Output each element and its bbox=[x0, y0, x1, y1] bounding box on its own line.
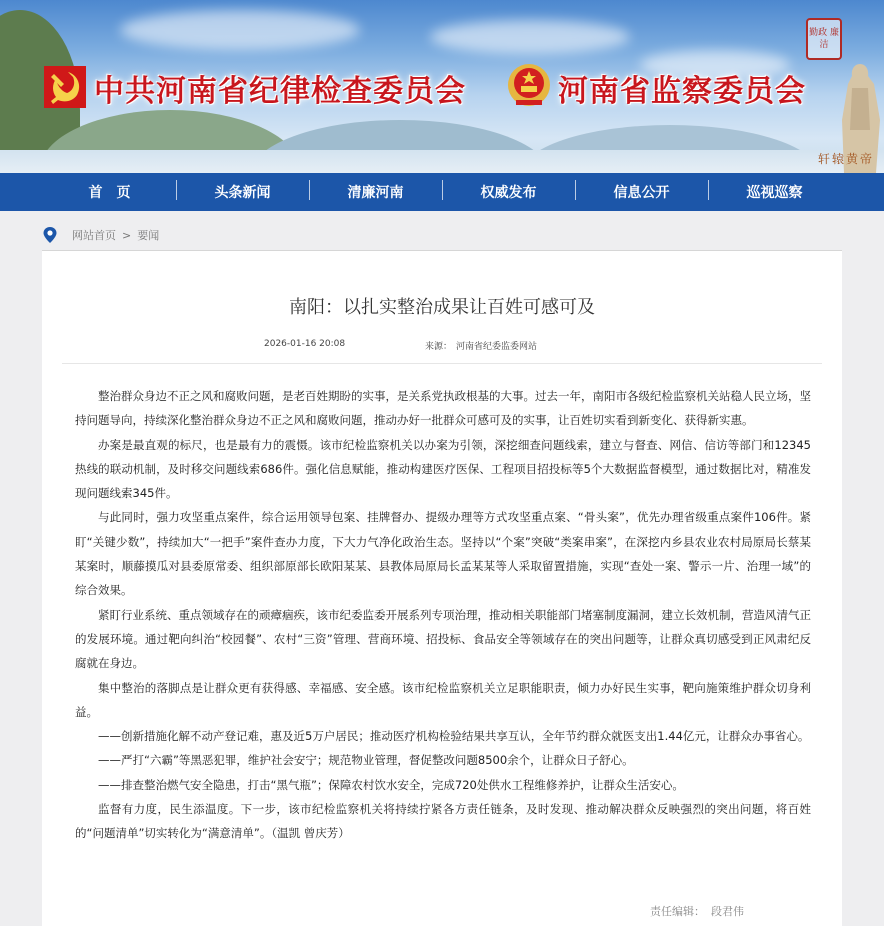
location-pin-icon bbox=[42, 226, 58, 244]
nav-item-releases[interactable]: 权威发布 bbox=[442, 182, 575, 202]
responsible-editor bbox=[650, 903, 744, 919]
publish-date: 2026-01-16 20:08 bbox=[264, 339, 346, 349]
article-paragraph: 监督有力度，民生添温度。下一步，该市纪检监察机关将持续拧紧各方责任链条，及时发现、推动解决群众反映强烈的突出问题，将百姓的“问题清单”切实转化为“满意清单”。（温凯 曾庆芳） bbox=[75, 802, 811, 841]
supervision-commission-title: 河南省监察委员会 bbox=[558, 74, 806, 109]
nav-item-home[interactable]: 首 页 bbox=[88, 185, 131, 201]
nav-item-inspection[interactable]: 巡视巡察 bbox=[708, 182, 841, 202]
nav-item-clean-henan[interactable]: 清廉河南 bbox=[309, 182, 442, 202]
article-panel bbox=[42, 251, 842, 926]
article-paragraph: 紧盯行业系统、重点领域存在的顽瘴痼疾，该市纪委监委开展系列专项治理，推动相关职能部门堵塞制度漏洞，建立长效机制，营造风清气正的发展环境。通过靶向纠治“校园餐”、农村“三资”管理、营商环境、招投标、食品安全等领域存在的突出问题等，让群众真切感受到正风肃纪反腐就在身边。 bbox=[75, 607, 811, 671]
party-commission-title: 中共河南省纪律检查委员会 bbox=[94, 74, 466, 109]
header-banner bbox=[0, 0, 884, 173]
source-label: 来源： bbox=[425, 342, 453, 352]
article-paragraph: 整治群众身边不正之风和腐败问题，是老百姓期盼的实事，是关系党执政根基的大事。过去一年，南阳市各级纪检监察机关站稳人民立场，坚持问题导向，持续深化整治群众身边不正之风和腐败问题，推动办好一批群众可感可及的实事，让百姓切实看到新变化、获得新实惠。 bbox=[75, 389, 811, 428]
meta-divider bbox=[62, 363, 822, 364]
article-paragraph: 与此同时，强力攻坚重点案件，综合运用领导包案、挂牌督办、提级办理等方式攻坚重点案、“骨头案”，优先办理省级重点案件106件。紧盯“关键少数”，持续加大“一把手”案件查办力度，下大力气净化政治生态。坚持以“个案”突破“类案串案”，在深挖内乡县农业农村局原局长蔡某某案时，顺藤摸瓜对县委原常委、组织部原部长欧阳某某、县教体局原局长孟某某等人采取留置措施，实现“查处一案、警示一片、治理一域”的综合效果。 bbox=[75, 510, 811, 598]
main-nav bbox=[0, 173, 884, 211]
breadcrumb bbox=[42, 220, 842, 250]
breadcrumb-current-link[interactable]: 要闻 bbox=[137, 229, 160, 242]
banner-caption: 轩辕黄帝 bbox=[818, 152, 875, 166]
source-value: 河南省纪委监委网站 bbox=[456, 342, 538, 352]
article-title: 南阳：以扎实整治成果让百姓可感可及 bbox=[289, 297, 595, 318]
banner-cloud bbox=[430, 20, 630, 54]
nav-item-info-disclosure[interactable]: 信息公开 bbox=[575, 182, 708, 202]
breadcrumb-home-link[interactable]: 网站首页 bbox=[72, 229, 116, 242]
article-paragraph: ——创新措施化解不动产登记难，惠及近5万户居民；推动医疗机构检验结果共享互认，全年节约群众就医支出1.44亿元，让群众办事省心。 bbox=[98, 729, 810, 744]
article-paragraph: ——严打“六霸”等黑恶犯罪，维护社会安宁；规范物业管理，督促整改问题8500余个，让群众日子舒心。 bbox=[98, 753, 634, 768]
editor-label: 责任编辑： bbox=[650, 905, 705, 918]
breadcrumb-separator: > bbox=[122, 228, 132, 242]
nav-item-headlines[interactable]: 头条新闻 bbox=[176, 182, 309, 202]
article-body bbox=[75, 384, 811, 846]
article-paragraph: 集中整治的落脚点是让群众更有获得感、幸福感、安全感。该市纪检监察机关立足职能职责，倾力办好民生实事，靶向施策维护群众切身利益。 bbox=[75, 680, 811, 719]
article-paragraph: 办案是最直观的标尺，也是最有力的震慑。该市纪检监察机关以办案为引领，深挖细查问题线索，建立与督查、网信、信访等部门和12345热线的联动机制，及时移交问题线索686件。强化信息赋能，推动构建医疗医保、工程项目招投标等5个大数据监督模型，通过数据比对，精准发现问题线索345件。 bbox=[75, 437, 811, 501]
state-emblem-icon bbox=[506, 62, 552, 108]
banner-cloud bbox=[120, 10, 360, 50]
banner-ground bbox=[0, 150, 884, 173]
editor-name: 段君伟 bbox=[711, 905, 744, 918]
party-emblem-icon bbox=[44, 66, 86, 108]
seal-stamp: 勤政 廉洁 bbox=[806, 18, 842, 60]
article-paragraph: ——排查整治燃气安全隐患，打击“黑气瓶”；保障农村饮水安全，完成720处供水工程维修养护，让群众生活安心。 bbox=[98, 777, 684, 792]
